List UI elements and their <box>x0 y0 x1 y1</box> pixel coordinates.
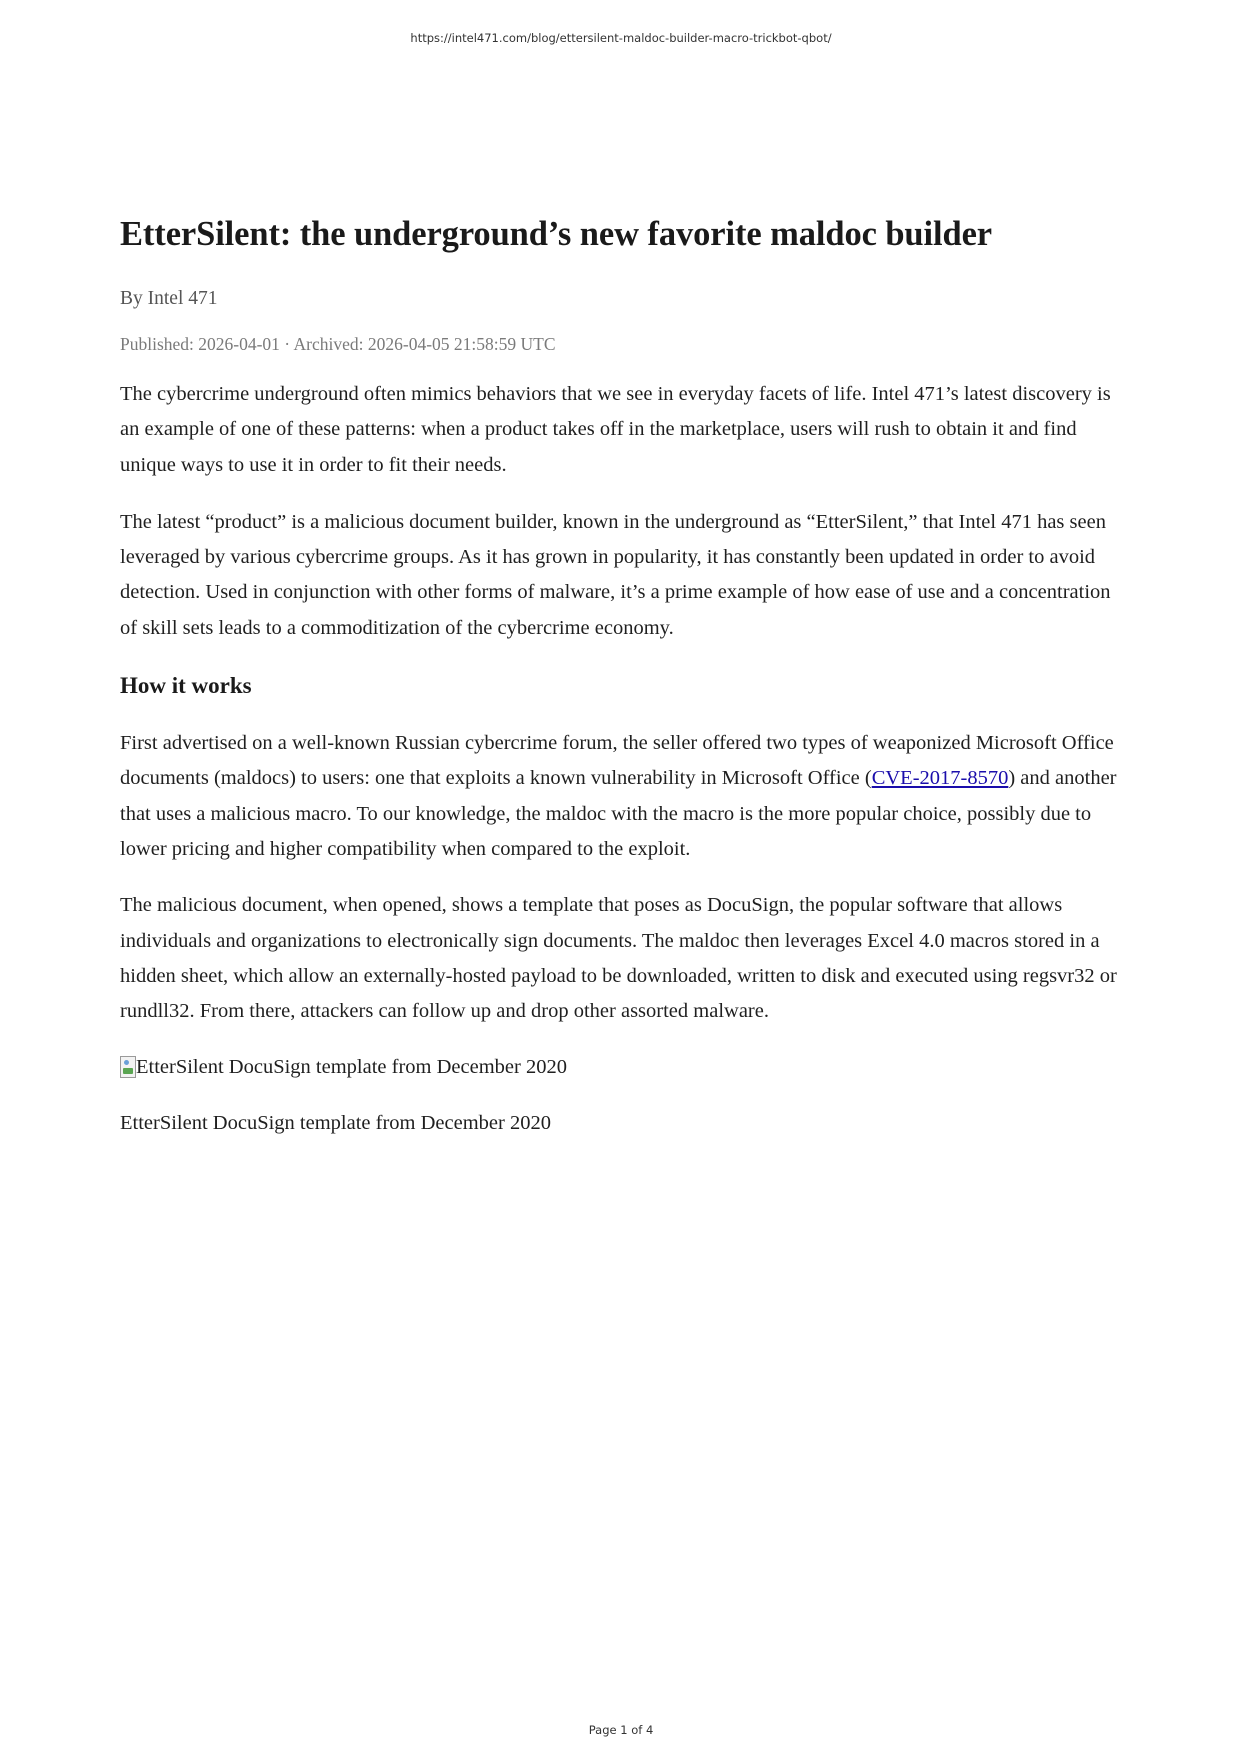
article <box>120 212 1130 1138</box>
paragraph-text-before-link: First advertised on a well-known Russian cybercrime forum, the seller offered two types of weaponized Microsoft Office documents (maldocs) to users: one that exploits a known vulnerability in Microsoft Office ( <box>120 732 1114 790</box>
broken-image-icon <box>120 1056 136 1078</box>
page-number-footer: Page 1 of 4 <box>588 1723 654 1737</box>
section-heading-how-it-works: How it works <box>120 673 252 699</box>
page-url-header: https://intel471.com/blog/ettersilent-maldoc-builder-macro-trickbot-qbot/ <box>410 31 832 45</box>
article-byline: By Intel 471 <box>120 288 218 309</box>
image-alt-text: EtterSilent DocuSign template from December 2020 <box>136 1056 567 1079</box>
paragraph-how-it-works <box>120 726 1130 867</box>
paragraph-docusign: The malicious document, when opened, shows a template that poses as DocuSign, the popular software that allows individuals and organizations to electronically sign documents. The maldoc then leverages Excel 4.0 macros stored in a hidden sheet, which allow an externally-hosted payload to be downloaded, written to disk and executed using regsvr32 or rundll32. From there, attackers can follow up and drop other assorted malware. <box>120 894 1117 1023</box>
cve-link[interactable]: CVE-2017-8570 <box>871 767 1009 790</box>
paragraph-text-after-link: ) and another that uses a malicious macro. To our knowledge, the maldoc with the macro is the more popular choice, possibly due to lower pricing and higher compatibility when compared to the exploit. <box>120 767 1117 860</box>
broken-image <box>120 1052 1130 1082</box>
image-caption: EtterSilent DocuSign template from December 2020 <box>120 1112 551 1135</box>
paragraph-intro: The cybercrime underground often mimics behaviors that we see in everyday facets of life. Intel 471’s latest discovery is an example of one of these patterns: when a product takes off in the marketplace, users will rush to obtain it and find unique ways to use it in order to fit their needs. <box>120 383 1111 476</box>
article-title: EtterSilent: the underground’s new favorite maldoc builder <box>120 215 992 253</box>
paragraph-product: The latest “product” is a malicious document builder, known in the underground as “EtterSilent,” that Intel 471 has seen leveraged by various cybercrime groups. As it has grown in popularity, it has constantly been updated in order to avoid detection. Used in conjunction with other forms of malware, it’s a prime example of how ease of use and a concentration of skill sets leads to a commoditization of the cybercrime economy. <box>120 510 1111 639</box>
article-meta: Published: 2026-04-01 · Archived: 2026-04-05 21:58:59 UTC <box>120 334 556 354</box>
